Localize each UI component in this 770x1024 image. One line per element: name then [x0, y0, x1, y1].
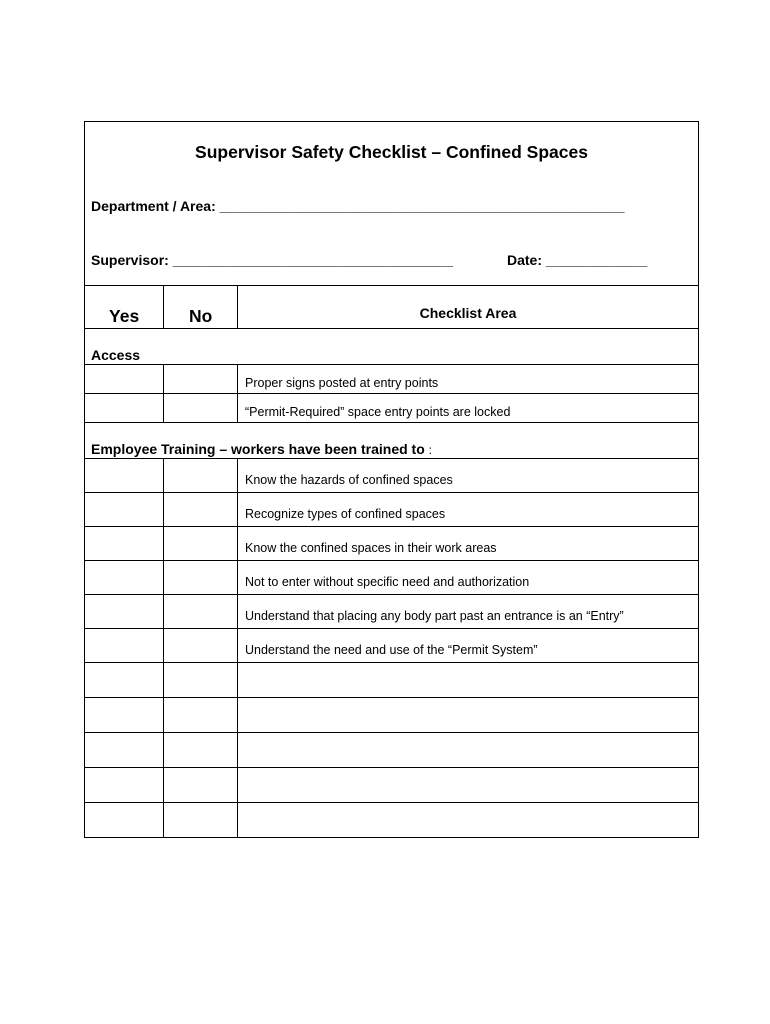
yes-checkbox-cell[interactable] [85, 527, 164, 561]
yes-checkbox-cell[interactable] [85, 698, 164, 733]
no-checkbox-cell[interactable] [164, 365, 238, 394]
empty-table-row [85, 698, 699, 733]
checklist-item: Not to enter without specific need and authorization [238, 561, 699, 595]
no-column-header: No [164, 286, 238, 329]
table-row [85, 595, 699, 629]
no-checkbox-cell[interactable] [164, 561, 238, 595]
yes-checkbox-cell[interactable] [85, 803, 164, 838]
checklist-item: Recognize types of confined spaces [238, 493, 699, 527]
yes-checkbox-cell[interactable] [85, 629, 164, 663]
empty-item-cell[interactable] [238, 733, 699, 768]
table-header-row [85, 286, 699, 329]
department-label: Department / Area: [91, 198, 216, 214]
section-title: Access [85, 329, 699, 365]
supervisor-field [91, 252, 453, 268]
no-checkbox-cell[interactable] [164, 459, 238, 493]
yes-checkbox-cell[interactable] [85, 365, 164, 394]
empty-item-cell[interactable] [238, 698, 699, 733]
table-row [85, 561, 699, 595]
no-checkbox-cell[interactable] [164, 527, 238, 561]
table-row [85, 365, 699, 394]
no-checkbox-cell[interactable] [164, 733, 238, 768]
no-checkbox-cell[interactable] [164, 663, 238, 698]
checklist-table [84, 285, 699, 838]
department-field [91, 198, 625, 214]
yes-checkbox-cell[interactable] [85, 493, 164, 527]
checklist-area-header: Checklist Area [238, 286, 699, 329]
section-title: Employee Training – workers have been trained to : [85, 423, 699, 459]
yes-checkbox-cell[interactable] [85, 595, 164, 629]
table-row [85, 493, 699, 527]
checklist-item: “Permit-Required” space entry points are locked [238, 394, 699, 423]
no-checkbox-cell[interactable] [164, 698, 238, 733]
checklist-item: Know the hazards of confined spaces [238, 459, 699, 493]
empty-table-row [85, 768, 699, 803]
checklist-item: Proper signs posted at entry points [238, 365, 699, 394]
checklist-item: Know the confined spaces in their work areas [238, 527, 699, 561]
checklist-item: Understand that placing any body part past an entrance is an “Entry” [238, 595, 699, 629]
empty-table-row [85, 733, 699, 768]
empty-table-row [85, 803, 699, 838]
yes-checkbox-cell[interactable] [85, 561, 164, 595]
yes-column-header: Yes [85, 286, 164, 329]
supervisor-input-line[interactable]: ____________________________________ [172, 252, 454, 268]
date-label: Date: [507, 252, 543, 268]
checklist-form [84, 121, 699, 838]
yes-checkbox-cell[interactable] [85, 733, 164, 768]
no-checkbox-cell[interactable] [164, 394, 238, 423]
empty-item-cell[interactable] [238, 768, 699, 803]
section-row-employee-training [85, 423, 699, 459]
checklist-item: Understand the need and use of the “Permit System” [238, 629, 699, 663]
empty-table-row [85, 663, 699, 698]
table-row [85, 629, 699, 663]
form-title: Supervisor Safety Checklist – Confined Spaces [195, 142, 588, 162]
no-checkbox-cell[interactable] [164, 629, 238, 663]
empty-item-cell[interactable] [238, 803, 699, 838]
yes-checkbox-cell[interactable] [85, 459, 164, 493]
no-checkbox-cell[interactable] [164, 493, 238, 527]
table-row [85, 459, 699, 493]
date-input-line[interactable]: _____________ [545, 252, 648, 268]
supervisor-label: Supervisor: [91, 252, 169, 268]
empty-item-cell[interactable] [238, 663, 699, 698]
yes-checkbox-cell[interactable] [85, 394, 164, 423]
no-checkbox-cell[interactable] [164, 803, 238, 838]
yes-checkbox-cell[interactable] [85, 768, 164, 803]
yes-checkbox-cell[interactable] [85, 663, 164, 698]
no-checkbox-cell[interactable] [164, 768, 238, 803]
table-row [85, 527, 699, 561]
section-row-access [85, 329, 699, 365]
table-row [85, 394, 699, 423]
no-checkbox-cell[interactable] [164, 595, 238, 629]
department-input-line[interactable]: ____________________________________________________ [219, 198, 625, 214]
date-field [507, 252, 647, 268]
